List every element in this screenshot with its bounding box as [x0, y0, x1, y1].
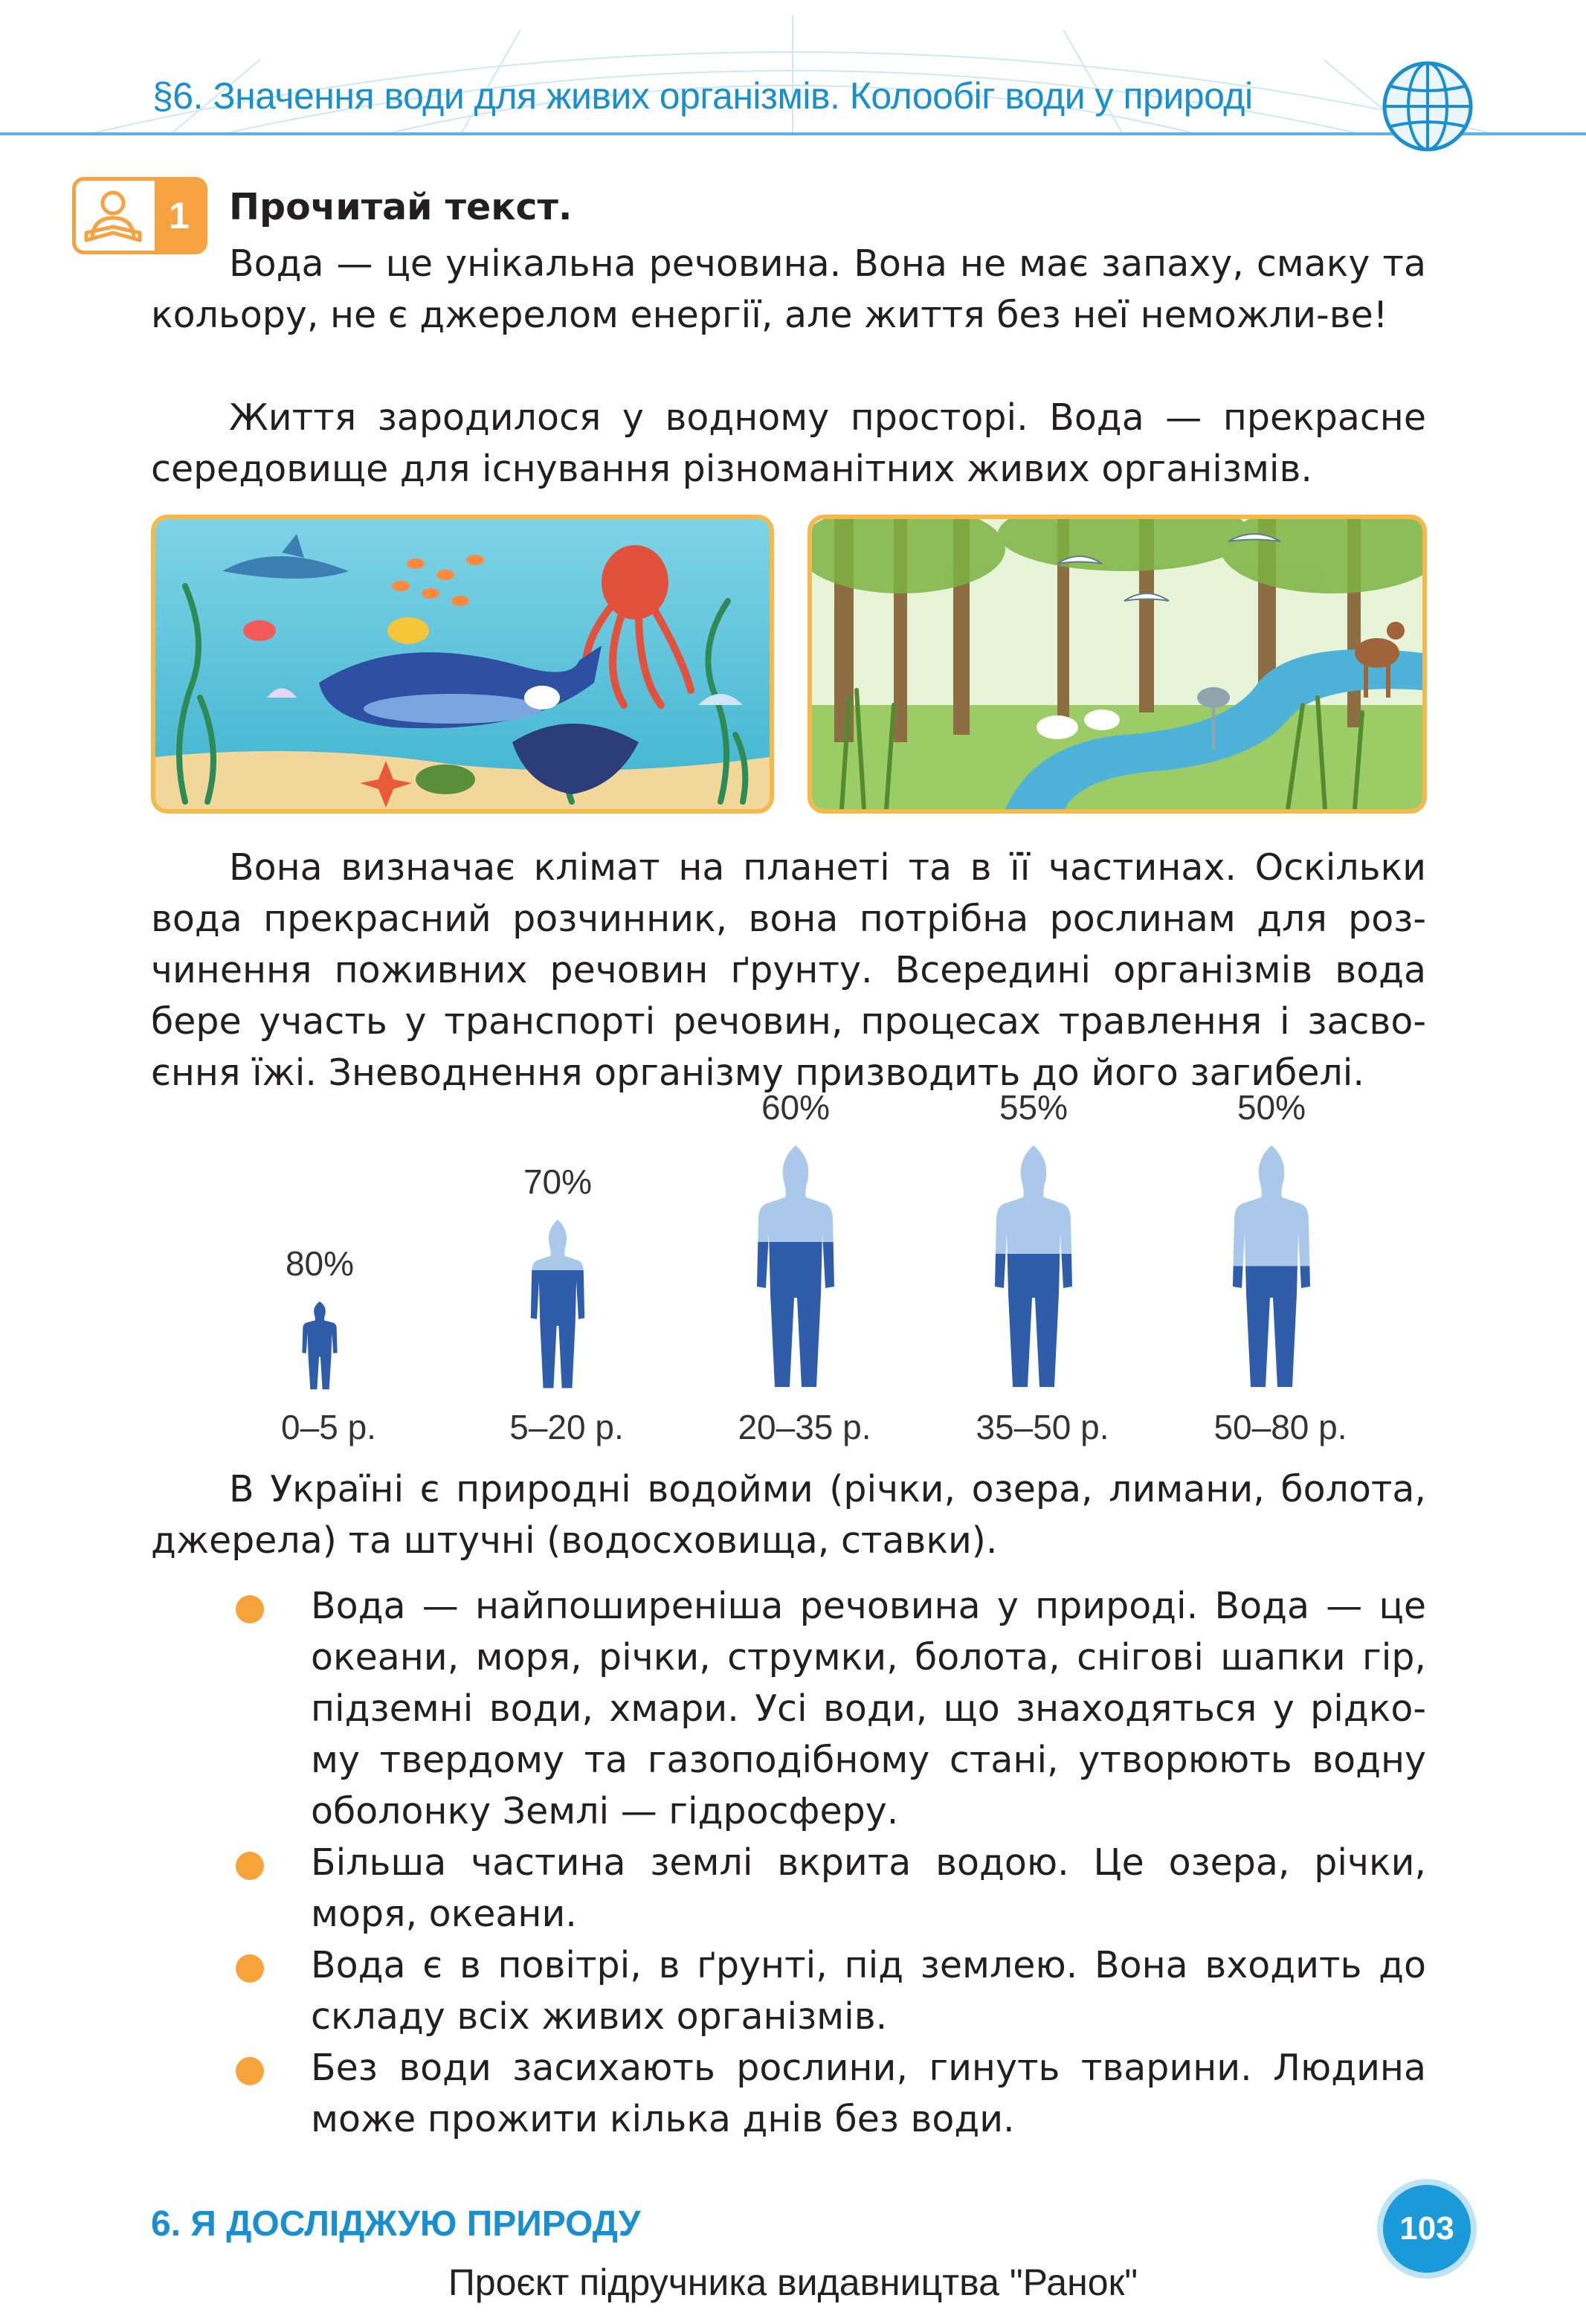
bullet-item-4: Без води засихають рослини, гинуть тварини. Людина може прожити кілька днів без води.	[311, 2047, 1426, 2140]
bullet-item-2: Більша частина землі вкрита водою. Це озера, річки, моря, океани.	[311, 1841, 1426, 1935]
age-group-label: 50–80 р.	[1213, 1408, 1347, 1446]
page-number: 103	[1383, 2185, 1471, 2273]
water-percent-label: 50%	[1237, 1088, 1306, 1127]
paragraph-2: Життя зародилося у водному просторі. Вода — прекрасне середовище для існування різноманітних живих організмів.	[151, 396, 1426, 490]
publisher-note: Проєкт підручника видавництва "Ранок"	[448, 2262, 1138, 2303]
water-content-chart	[245, 1088, 1435, 1446]
page-header-title: §6. Значення води для живих організмів. Колообіг води у природі	[152, 75, 1253, 117]
bullet-item-1: Вода — найпоширеніша речовина у природі. Вода — це океани, моря, річки, струмки, болота, снігові шапки гір, підземні води, хмари. Усі води, що знаходяться у рідко-му твердому та газоподібному стані, утворюють водну оболонку Землі — гідросферу.	[311, 1585, 1426, 1832]
task-number: 1	[155, 181, 204, 251]
paragraph-4: В Україні є природні водойми (річки, озера, лимани, болота, джерела) та штучні (водосховища, ставки).	[151, 1468, 1426, 1562]
person-figure-4	[995, 1145, 1072, 1387]
water-percent-label: 55%	[999, 1088, 1068, 1127]
bullet-marker	[236, 2057, 264, 2085]
person-figure-2	[531, 1220, 584, 1388]
globe-icon	[1379, 58, 1476, 155]
person-figure-5	[1233, 1145, 1310, 1387]
paragraph-3: Вона визначає клімат на планеті та в її частинах. Оскільки вода прекрасний розчинник, вона потрібна рослинам для роз-чинення поживних речовин ґрунту. Всередині організмів вода бере участь у транспорті речовин, процесах травлення і засво-єння їжі. Зневоднення організму призводить до його загибелі.	[151, 846, 1426, 1094]
age-group-label: 35–50 р.	[976, 1408, 1109, 1446]
bullet-marker	[236, 1954, 264, 1983]
water-percent-label: 60%	[761, 1088, 831, 1127]
age-group-label: 0–5 р.	[281, 1408, 376, 1446]
water-percent-label: 70%	[523, 1162, 593, 1201]
wetland-forest-illustration	[807, 515, 1427, 814]
section-footer-title: 6. Я ДОСЛІДЖУЮ ПРИРОДУ	[151, 2204, 641, 2244]
ocean-life-illustration	[151, 515, 774, 814]
bullet-marker	[236, 1852, 264, 1880]
task-title: Прочитай текст.	[229, 186, 573, 228]
reading-person-icon	[76, 181, 158, 251]
age-group-label: 5–20 р.	[509, 1408, 624, 1446]
bullet-item-3: Вода є в повітрі, в ґрунті, під землею. Вона входить до складу всіх живих організмів.	[311, 1944, 1426, 2038]
bullet-marker	[236, 1595, 264, 1623]
paragraph-1: Вода — це унікальна речовина. Вона не має запаху, смаку та кольору, не є джерелом енергії, але життя без неї неможли-ве!	[151, 242, 1426, 336]
header-divider	[0, 132, 1586, 135]
age-group-label: 20–35 р.	[738, 1408, 871, 1446]
person-figure-1	[302, 1301, 337, 1389]
person-figure-3	[757, 1145, 834, 1387]
figures-svg	[245, 1101, 1435, 1443]
water-percent-label: 80%	[285, 1244, 355, 1283]
